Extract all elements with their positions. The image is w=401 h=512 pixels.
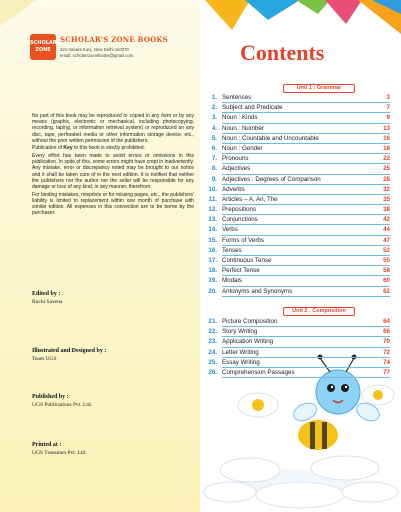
toc-title: Letter Writing: [222, 348, 259, 356]
toc-title: Adjectives : Degrees of Comparison: [222, 175, 321, 183]
unit-1-list: [205, 93, 390, 297]
toc-title: Essay Writing: [222, 358, 260, 366]
toc-underline: [222, 377, 390, 378]
toc-number: 1.: [211, 94, 217, 101]
toc-page-number: 35: [383, 195, 390, 203]
key-prohibition-prefix: Publication of: [32, 145, 64, 152]
toc-number: 21.: [208, 318, 217, 325]
key-prohibition-paragraph: [32, 145, 194, 151]
toc-number: 16.: [208, 246, 217, 254]
toc-title: Adjectives: [222, 165, 251, 173]
toc-title: Story Writing: [222, 328, 258, 336]
toc-row: [205, 256, 390, 266]
toc-number: 4.: [211, 124, 217, 132]
toc-number: 25.: [208, 358, 217, 366]
publisher-logo-mark: SCHOLAR'S ZONE: [30, 34, 56, 60]
toc-title: Continuous Tense: [222, 257, 272, 264]
credit-label: Published by :: [32, 394, 69, 400]
toc-row: [205, 246, 390, 256]
credit-name: UGS Transmen Pvt. Ltd.: [32, 450, 87, 456]
toc-page-number: 25: [383, 165, 390, 173]
toc-row: [205, 337, 390, 347]
toc-title: Verbs: [222, 226, 238, 234]
toc-number: 2.: [211, 104, 217, 112]
toc-page-number: 47: [383, 236, 390, 244]
toc-row: [205, 348, 390, 358]
toc-title: Pronouns: [222, 155, 249, 163]
toc-underline: [222, 296, 390, 297]
toc-page-number: 13: [383, 124, 390, 132]
toc-title: Forms of Verbs: [222, 236, 264, 244]
copyright-notice: [32, 113, 194, 218]
unit-2-list: [205, 317, 390, 378]
toc-row: [205, 195, 390, 205]
toc-row: [205, 154, 390, 164]
toc-number: 22.: [208, 328, 217, 336]
toc-page-number: 72: [383, 348, 390, 356]
toc-number: 3.: [211, 114, 217, 122]
toc-title: Articles – A, An, The: [222, 195, 278, 203]
toc-row: [205, 185, 390, 195]
credit-printer: [32, 442, 87, 456]
toc-page-number: 58: [383, 267, 390, 275]
key-prohibition-bold: Key: [63, 145, 73, 152]
toc-page-number: 44: [383, 226, 390, 234]
toc-page-number: 32: [383, 185, 390, 193]
toc-page-number: 3: [386, 94, 390, 101]
toc-title: Tenses: [222, 246, 242, 254]
publisher-name: SCHOLAR'S ZONE BOOKS: [60, 35, 168, 44]
toc-number: 14.: [208, 226, 217, 234]
toc-page-number: 18: [383, 144, 390, 152]
credit-name: Team UGS: [32, 356, 57, 362]
errors-paragraph: Every effort has been made to avoid errors or omissions in this publication. In spite of this, some errors might have crept in inadvertently. Any mistake, error or discrepancy noted may be brought to our notice and it shall be taken care of in the next edition. It is notified that neither the publishers nor the author nor the seller will be responsible for any damage or loss of any kind, in any manner, therefrom.: [32, 153, 194, 191]
credit-label: Edited by :: [32, 291, 61, 297]
toc-row: [205, 287, 390, 297]
credit-label: Illustrated and Designed by :: [32, 348, 107, 354]
unit-2-heading: Unit 2 : Composition: [283, 307, 355, 316]
toc-title: Noun : Countable and Uncountable: [222, 134, 319, 142]
key-prohibition-suffix: to this book is strictly prohibited.: [72, 145, 145, 152]
toc-number: 24.: [208, 348, 217, 356]
toc-row: [205, 93, 390, 103]
toc-page-number: 22: [383, 155, 390, 163]
credit-illustrator: [32, 348, 106, 362]
toc-page-number: 16: [383, 134, 390, 142]
publisher-email: email: scholarszonebooks@gmail.com: [60, 53, 134, 58]
toc-title: Application Writing: [222, 338, 274, 346]
toc-page-number: 64: [383, 318, 390, 325]
toc-row: [205, 368, 390, 378]
credit-editor: [32, 291, 62, 305]
toc-row: [205, 317, 390, 327]
toc-page-number: 52: [383, 246, 390, 254]
credit-label: Printed at :: [32, 442, 62, 448]
toc-number: 13.: [208, 216, 217, 224]
toc-number: 7.: [211, 155, 217, 163]
toc-row: [205, 164, 390, 174]
toc-title: Perfect Tense: [222, 267, 260, 275]
toc-title: Antonyms and Synonyms: [222, 287, 293, 295]
toc-title: Sentences: [222, 94, 252, 101]
toc-row: [205, 113, 390, 123]
toc-number: 8.: [211, 165, 217, 173]
toc-title: Adverbs: [222, 185, 245, 193]
toc-title: Picture Composition: [222, 318, 278, 325]
credit-name: UGS Publications Pvt. Ltd.: [32, 402, 93, 408]
toc-row: [205, 103, 390, 113]
contents-title: Contents: [240, 40, 325, 65]
toc-row: [205, 276, 390, 286]
copyright-paragraph: No part of this book may be reproduced or copied in any form or by any means (graphic, electronic or mechanical, including photocopying, recording, taping, or information retrieval system) or reproduced on any disc, tape, perforated media or other information storage device, etc., without the prior written permission of the publishers.: [32, 113, 194, 144]
toc-row: [205, 215, 390, 225]
credit-publisher: [32, 394, 92, 408]
publisher-logo: [30, 34, 180, 74]
toc-row: [205, 124, 390, 134]
toc-row: [205, 134, 390, 144]
toc-number: 20.: [208, 287, 217, 295]
toc-number: 15.: [208, 236, 217, 244]
toc-title: Noun : Number: [222, 124, 264, 132]
toc-number: 26.: [208, 368, 217, 376]
toc-page-number: 70: [383, 338, 390, 346]
toc-number: 17.: [208, 257, 217, 264]
toc-row: [205, 327, 390, 337]
left-panel: [0, 0, 200, 512]
binding-paragraph: For binding mistakes, misprints or for missing pages, etc., the publishers' liability is limited to replacement within one month of purchase with similar edition. All expenses in this connection are to be borne by the purchaser.: [32, 191, 194, 217]
toc-title: Noun : Kinds: [222, 114, 258, 122]
toc-number: 11.: [208, 195, 217, 203]
toc-page-number: 28: [383, 175, 390, 183]
toc-page-number: 66: [383, 328, 390, 336]
toc-page-number: 77: [383, 368, 390, 376]
toc-page-number: 74: [383, 358, 390, 366]
toc-title: Subject and Predicate: [222, 104, 283, 112]
toc-number: 6.: [211, 144, 217, 152]
toc-number: 23.: [208, 338, 217, 346]
toc-row: [205, 205, 390, 215]
toc-row: [205, 225, 390, 235]
unit-1-heading: Unit 1 : Grammar: [283, 84, 355, 93]
toc-number: 12.: [208, 206, 217, 214]
toc-number: 5.: [211, 134, 217, 142]
toc-row: [205, 236, 390, 246]
toc-page-number: 42: [383, 216, 390, 224]
toc-page-number: 38: [383, 206, 390, 214]
toc-number: 18.: [208, 267, 217, 275]
toc-title: Noun : Gender: [222, 144, 263, 152]
toc-row: [205, 175, 390, 185]
toc-title: Modals: [222, 277, 242, 285]
toc-page-number: 60: [383, 277, 390, 285]
publisher-address: 321-Vasant Kunj, New Delhi-110070: [60, 47, 129, 52]
toc-page-number: 55: [383, 257, 390, 264]
toc-title: Conjunctions: [222, 216, 258, 224]
toc-page-number: 7: [386, 104, 390, 112]
toc-page-number: 62: [383, 287, 390, 295]
toc-number: 10.: [208, 185, 217, 193]
toc-page-number: 9: [386, 114, 390, 122]
credit-name: Ruchi Saxena: [32, 299, 63, 305]
toc-row: [205, 144, 390, 154]
toc-row: [205, 358, 390, 368]
toc-number: 9.: [211, 175, 217, 183]
toc-number: 19.: [208, 277, 217, 285]
toc-row: [205, 266, 390, 276]
toc-title: Comprehension Passages: [222, 368, 295, 376]
toc-title: Prepositions: [222, 206, 257, 214]
